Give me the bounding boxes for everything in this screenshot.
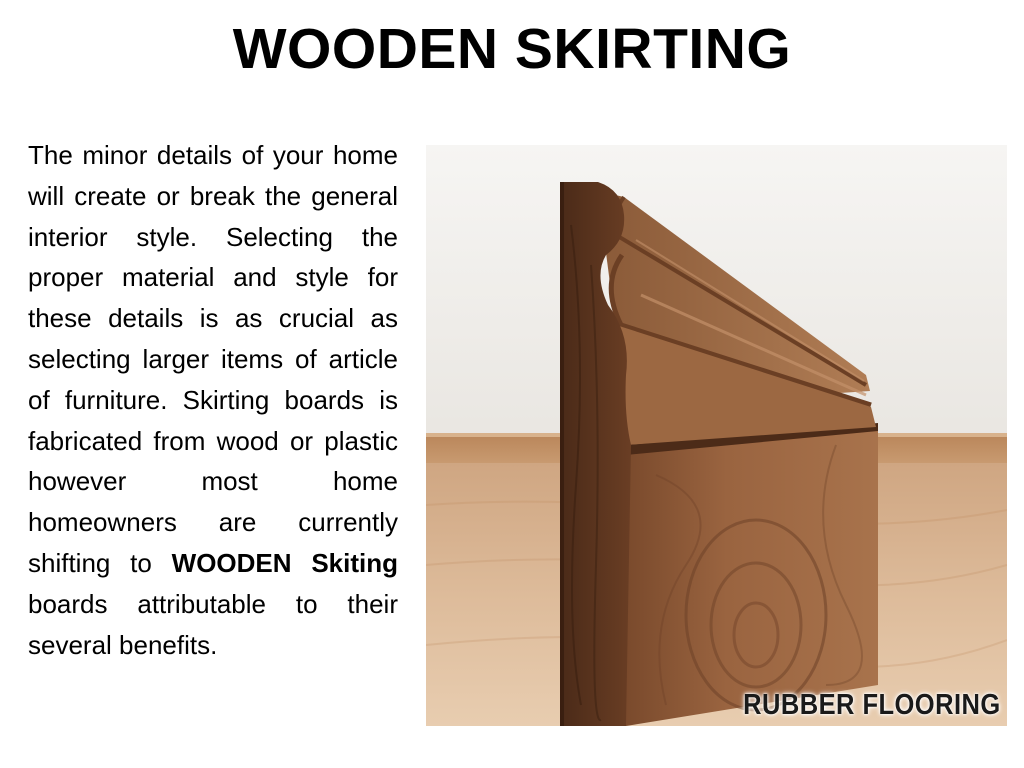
image-watermark: RUBBER FLOORING: [743, 689, 1001, 721]
body-paragraph: [28, 135, 398, 665]
paragraph-tail: boards attributable to their several benefits.: [28, 588, 398, 660]
skirting-board-photo: [426, 145, 1007, 726]
paragraph-lead: The minor details of your home will create or break the general interior style. Selecting the proper material and style for these details is as crucial as selecting larger items of article of furniture. Skirting boards is fabricated from wood or plastic however most home homeowners are currently shifting to: [28, 140, 398, 578]
slide-title: WOODEN SKIRTING: [232, 17, 792, 81]
paragraph-bold-phrase: WOODEN Skiting: [171, 547, 399, 578]
skirting-board-illustration: [426, 145, 1007, 726]
